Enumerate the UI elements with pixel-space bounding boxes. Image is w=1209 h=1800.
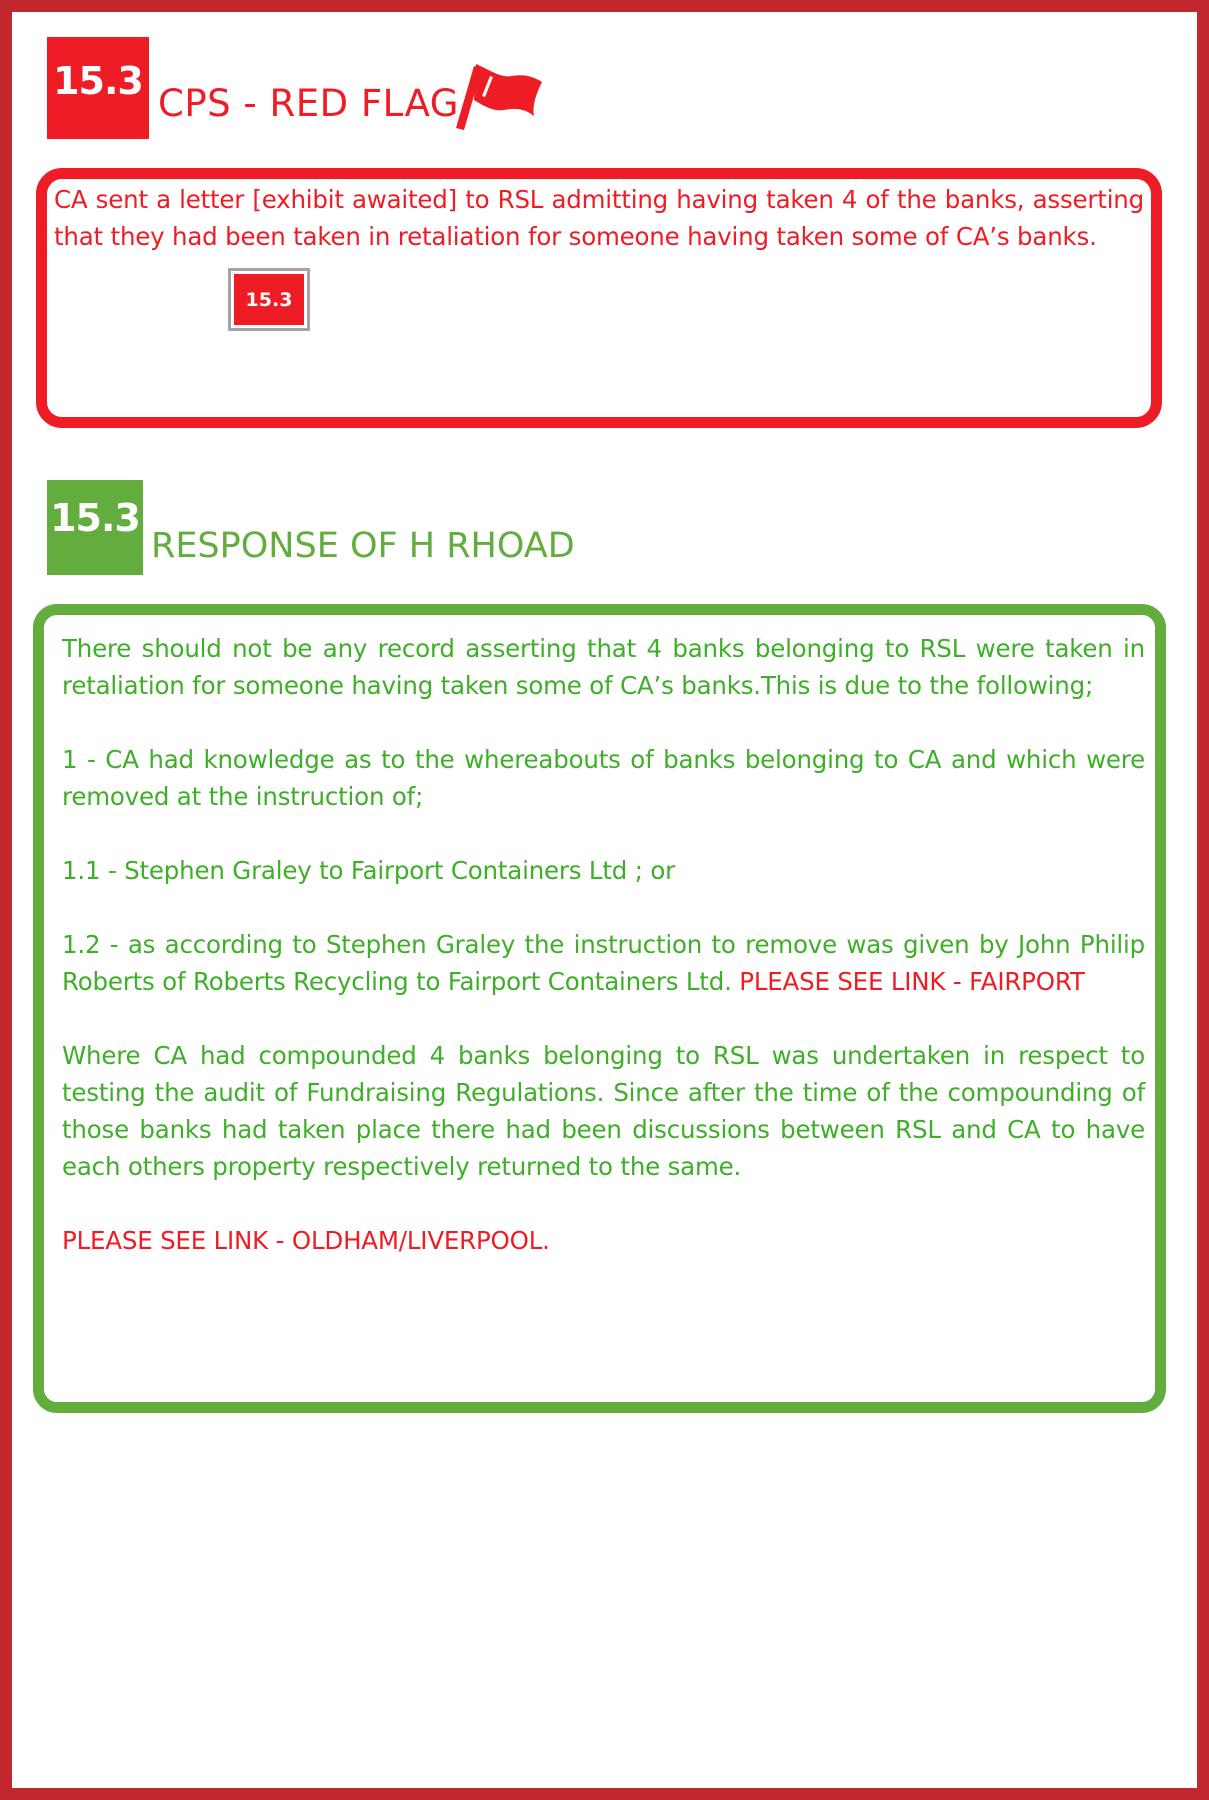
response-paragraph-with-link [62,926,1145,1000]
response-paragraph: Where CA had compounded 4 banks belonging to RSL was undertaken in respect to testing the audit of Fundraising Regulations. Since after the time of the compounding of those banks had taken place there had been discussions between RSL and CA to have each others property respectively returned to the same. [62,1041,1145,1181]
response-paragraph: 1.1 - Stephen Graley to Fairport Containers Ltd ; or [62,856,676,885]
response-text [62,630,1145,1259]
response-paragraph-text: 1.2 - as according to Stephen Graley the instruction to remove was given by John Philip Roberts of Roberts Recycling to Fairport Containers Ltd. [62,930,1145,996]
reference-badge-label: 15.3 [234,274,304,325]
fairport-link[interactable]: PLEASE SEE LINK - FAIRPORT [739,967,1085,996]
cps-statement-text: CA sent a letter [exhibit awaited] to RSL admitting having taken 4 of the banks, asserting that they had been taken in retaliation for someone having taken some of CA’s banks. [54,185,1144,251]
oldham-liverpool-link-paragraph [62,1222,1145,1259]
response-paragraph: There should not be any record asserting that 4 banks belonging to RSL were taken in retaliation for someone having taken some of CA’s banks.This is due to the following; [62,634,1145,700]
section-number-badge-response: 15.3 [47,480,143,575]
response-section-title: RESPONSE OF H RHOAD [151,526,575,566]
cps-section-title: CPS - RED FLAG [158,82,459,125]
section-number-badge-cps: 15.3 [47,37,149,139]
response-paragraph: 1 - CA had knowledge as to the whereabouts of banks belonging to CA and which were removed at the instruction of; [62,745,1145,811]
red-flag-icon [452,56,544,130]
oldham-liverpool-link[interactable]: PLEASE SEE LINK - OLDHAM/LIVERPOOL. [62,1226,550,1255]
reference-badge-button[interactable] [228,268,310,331]
